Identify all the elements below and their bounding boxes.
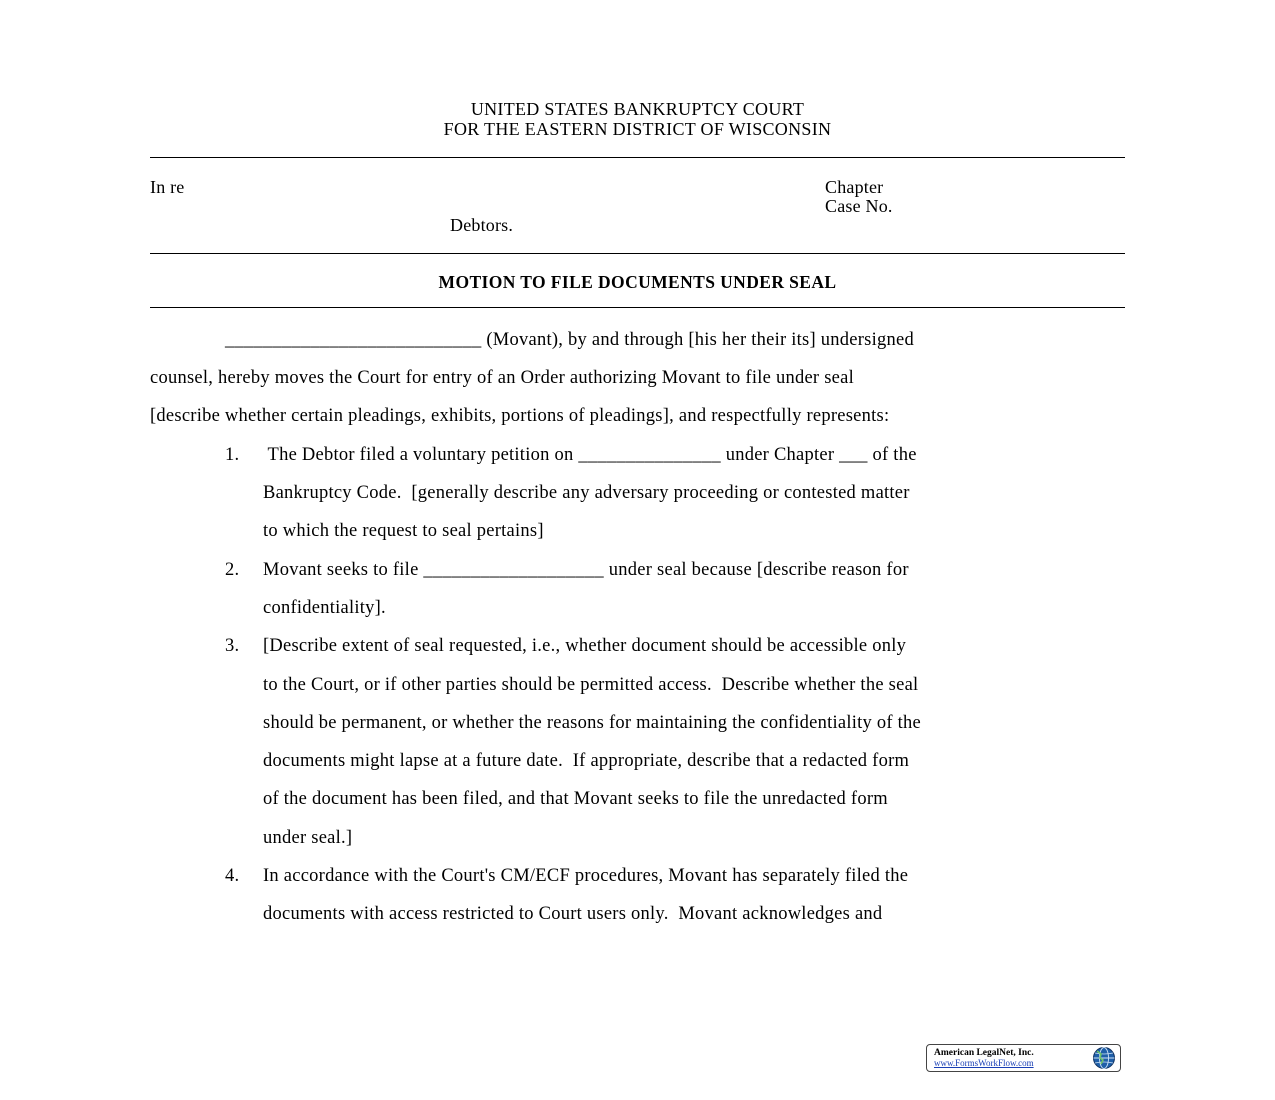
caption-rule — [150, 253, 1125, 254]
case-no-label: Case No. — [825, 196, 893, 216]
item-2-number: 2. — [225, 560, 240, 580]
debtors-label: Debtors. — [450, 215, 514, 235]
title-rule — [150, 307, 1125, 308]
chapter-label: Chapter — [825, 177, 884, 197]
american-legalnet-badge[interactable] — [926, 1044, 1121, 1072]
intro-line-1: ___________________________ (Movant), by and through [his her their its] undersigned — [225, 330, 914, 350]
item-3-line-3: should be permanent, or whether the reasons for maintaining the confidentiality of the — [263, 713, 922, 733]
item-1-line-1: The Debtor filed a voluntary petition on _______________ under Chapter ___ of the — [263, 445, 917, 465]
globe-icon — [1091, 1046, 1117, 1070]
item-3-number: 3. — [225, 636, 240, 656]
motion-title: MOTION TO FILE DOCUMENTS UNDER SEAL — [438, 272, 837, 292]
intro-line-2: counsel, hereby moves the Court for entry of an Order authorizing Movant to file under seal — [150, 368, 854, 388]
court-name-line1: UNITED STATES BANKRUPTCY COURT — [470, 99, 805, 119]
badge-company-name: American LegalNet, Inc. — [934, 1048, 1034, 1058]
item-1-line-3: to which the request to seal pertains] — [263, 521, 544, 541]
item-4-number: 4. — [225, 866, 240, 886]
item-1-line-2: Bankruptcy Code. [generally describe any adversary proceeding or contested matter — [263, 483, 910, 503]
item-2-line-2: confidentiality]. — [263, 598, 386, 618]
item-1-number: 1. — [225, 445, 240, 465]
item-3-line-6: under seal.] — [263, 828, 353, 848]
court-name-line2: FOR THE EASTERN DISTRICT OF WISCONSIN — [443, 119, 832, 139]
item-3-line-4: documents might lapse at a future date. If appropriate, describe that a redacted form — [263, 751, 910, 771]
badge-url-link[interactable]: www.FormsWorkFlow.com — [934, 1058, 1034, 1068]
item-3-line-1: [Describe extent of seal requested, i.e., whether document should be accessible only — [263, 636, 907, 656]
item-3-line-2: to the Court, or if other parties should be permitted access. Describe whether the seal — [263, 675, 919, 695]
item-4-line-2: documents with access restricted to Court users only. Movant acknowledges and — [263, 904, 883, 924]
in-re-label: In re — [150, 177, 185, 197]
item-3-line-5: of the document has been filed, and that Movant seeks to file the unredacted form — [263, 789, 888, 809]
top-rule — [150, 157, 1125, 158]
item-2-line-1: Movant seeks to file ___________________ under seal because [describe reason for — [263, 560, 909, 580]
item-4-line-1: In accordance with the Court's CM/ECF procedures, Movant has separately filed the — [263, 866, 909, 886]
intro-line-3: [describe whether certain pleadings, exhibits, portions of pleadings], and respectfully represents: — [150, 406, 890, 426]
